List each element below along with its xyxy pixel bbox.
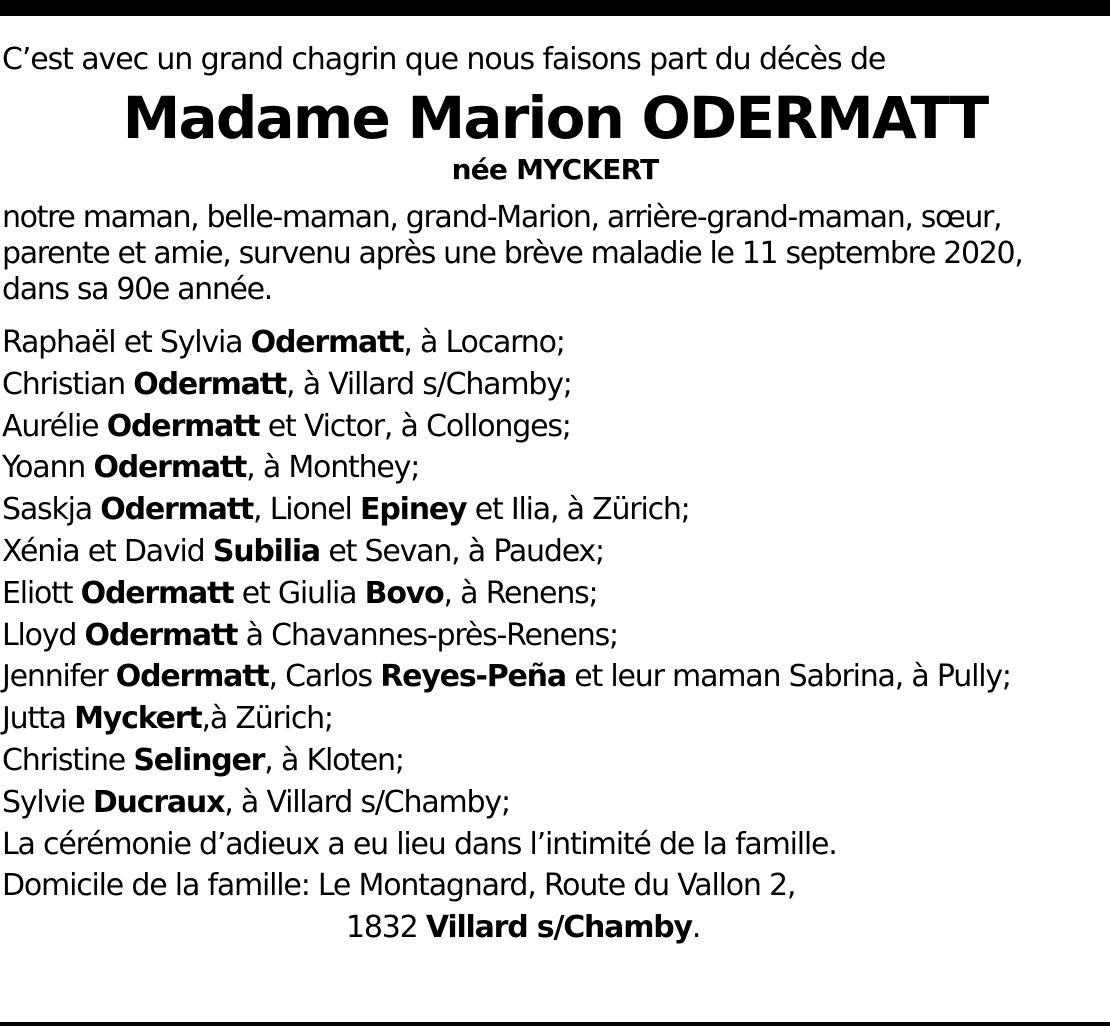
family-text: Eliott <box>2 575 81 611</box>
family-member <box>2 489 1108 531</box>
ceremony-note: La cérémonie d’adieux a eu lieu dans l’intimité de la famille. <box>2 826 837 862</box>
family-surname: Epiney <box>360 492 467 528</box>
family-member <box>2 447 1108 489</box>
family-surname: Odermatt <box>250 325 404 360</box>
postcode: 1832 <box>346 910 426 946</box>
family-text: et Victor, à Collonges; <box>259 408 571 444</box>
family-surname: Bovo <box>364 575 444 611</box>
relation-line: parente et amie, survenu après une brève maladie le 11 septembre 2020, <box>2 236 1023 271</box>
family-member <box>2 698 1108 740</box>
maiden-name: née MYCKERT <box>451 153 659 186</box>
family-text: Jutta <box>2 701 75 737</box>
family-surname: Subilia <box>212 533 320 569</box>
family-member <box>2 656 1108 698</box>
family-address-city <box>2 907 1108 949</box>
family-text: Raphaël et Sylvia <box>2 325 251 360</box>
family-surname: Ducraux <box>92 784 225 820</box>
family-surname: Reyes-Peña <box>380 659 566 695</box>
family-text: Yoann <box>2 450 94 486</box>
bottom-rule <box>0 1022 1110 1026</box>
family-text: à Chavannes-près-Renens; <box>237 617 618 653</box>
family-member <box>2 573 1108 615</box>
family-surname: Odermatt <box>80 575 234 611</box>
notes <box>2 824 1108 949</box>
relation-line: dans sa 90e année. <box>2 272 272 307</box>
family-text: et Giulia <box>233 575 365 611</box>
family-text: , à Monthey; <box>246 450 420 486</box>
family-surname: Odermatt <box>100 492 254 528</box>
family-text: Aurélie <box>2 408 107 444</box>
family-text: , à Renens; <box>443 575 598 611</box>
obituary-notice <box>2 40 1108 949</box>
intro-text: C’est avec un grand chagrin que nous faisons part du décès de <box>2 42 886 77</box>
family-text: , à Villard s/Chamby; <box>224 784 510 820</box>
family-surname: Odermatt <box>133 366 287 402</box>
family-text: , à Kloten; <box>264 742 404 778</box>
family-member <box>2 740 1108 782</box>
family-surname: Selinger <box>133 742 265 778</box>
family-text: Saskja <box>2 492 101 528</box>
family-text: Sylvie <box>2 784 93 820</box>
family-text: , à Locarno; <box>403 325 565 360</box>
top-rule <box>0 0 1110 16</box>
family-text: et Ilia, à Zürich; <box>466 492 690 528</box>
family-text: et Sevan, à Paudex; <box>319 533 604 569</box>
relation-paragraph <box>2 200 1108 308</box>
family-list <box>2 322 1108 824</box>
family-text: , Carlos <box>268 659 381 695</box>
family-member <box>2 406 1108 448</box>
family-surname: Myckert <box>74 701 202 737</box>
family-surname: Odermatt <box>106 408 260 444</box>
family-text: Christine <box>2 742 134 778</box>
address-end: . <box>691 910 701 946</box>
family-member <box>2 322 1108 364</box>
relation-line: notre maman, belle-maman, grand-Marion, arrière-grand-maman, sœur, <box>2 200 1002 235</box>
family-text: , à Villard s/Chamby; <box>286 366 572 402</box>
family-text: et leur maman Sabrina, à Pully; <box>565 659 1011 695</box>
family-text: Jennifer <box>2 659 116 695</box>
family-surname: Odermatt <box>115 659 269 695</box>
deceased-name: Madame Marion ODERMATT <box>122 84 988 152</box>
city: Villard s/Chamby <box>425 910 692 946</box>
family-member <box>2 782 1108 824</box>
family-surname: Odermatt <box>93 450 247 486</box>
family-text: ,à Zürich; <box>201 701 333 737</box>
family-text: , Lionel <box>253 492 361 528</box>
family-member <box>2 531 1108 573</box>
family-text: Christian <box>2 366 134 402</box>
family-text: Lloyd <box>2 617 85 653</box>
family-member <box>2 615 1108 657</box>
family-text: Xénia et David <box>2 533 213 569</box>
family-surname: Odermatt <box>84 617 238 653</box>
family-member <box>2 364 1108 406</box>
family-address: Domicile de la famille: Le Montagnard, Route du Vallon 2, <box>2 868 796 904</box>
